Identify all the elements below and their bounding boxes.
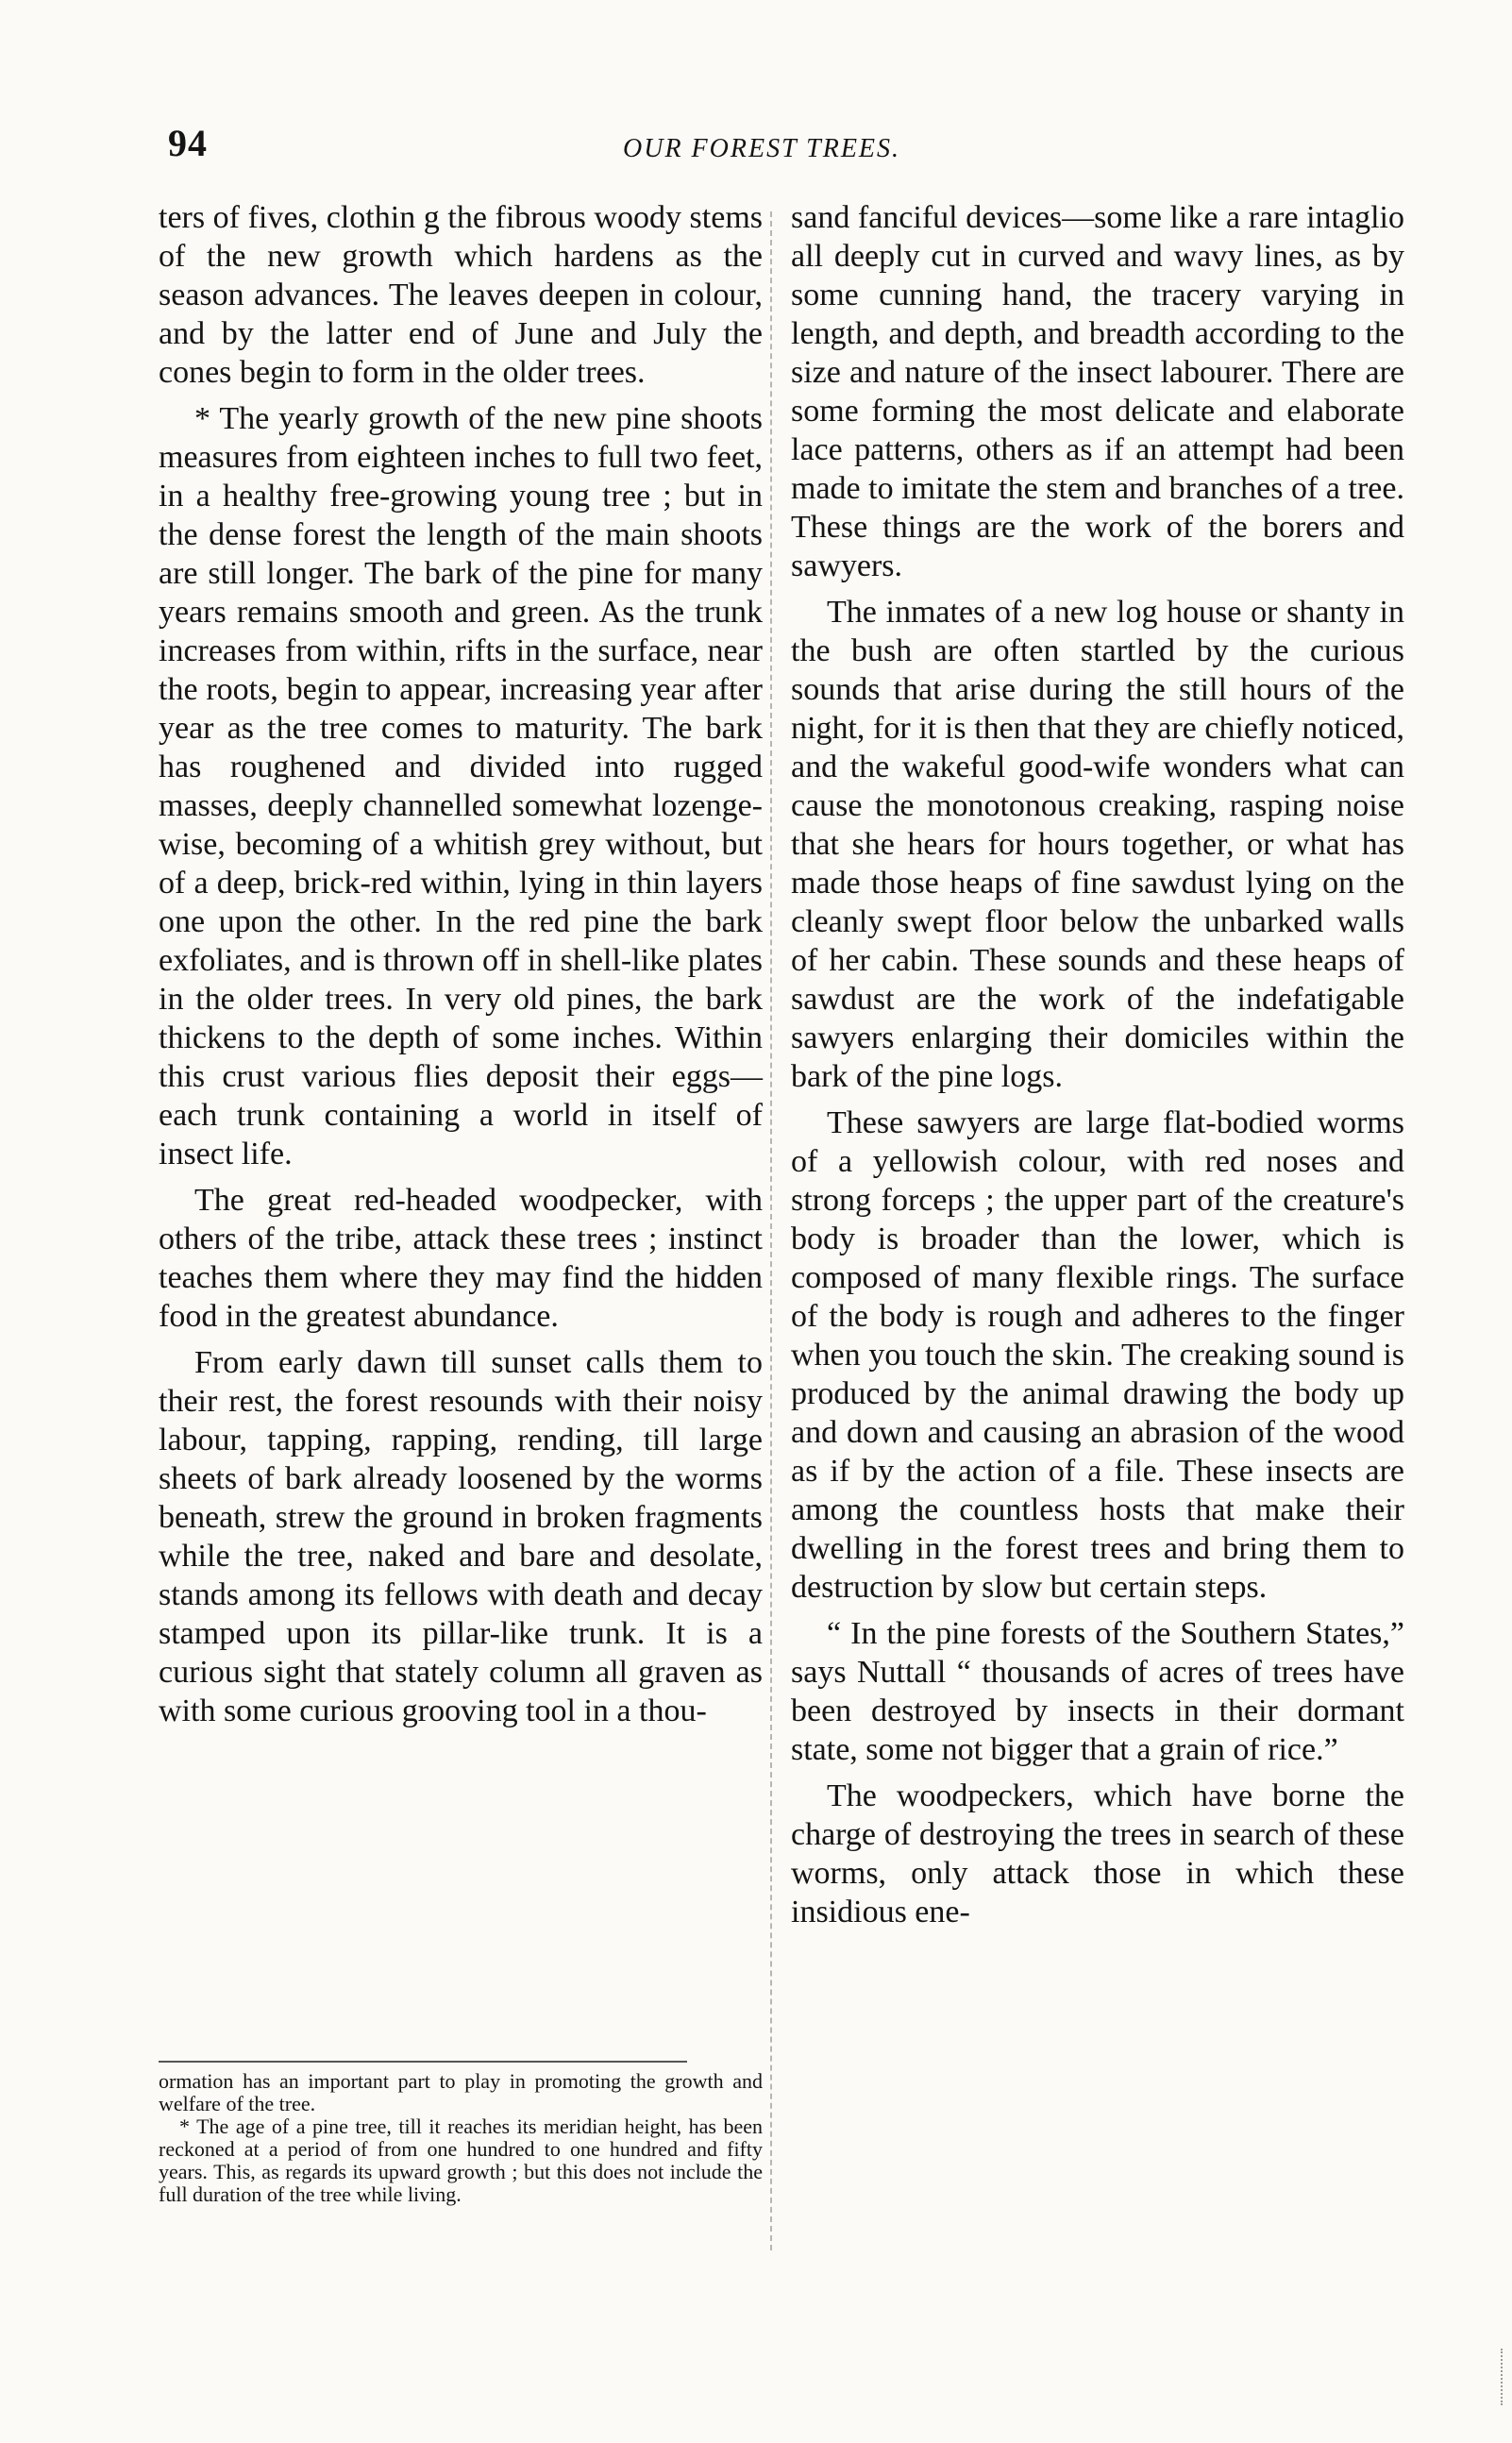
footnote-rule	[159, 2061, 687, 2063]
paragraph: ters of fives, clothin g the fibrous woody stems of the new growth which hardens as the season advances. The leaves deepen in colour, and by the latter end of June and July the cones begin to form in the older trees.	[159, 200, 763, 390]
left-column	[159, 198, 763, 1738]
paragraph: From early dawn till sunset calls them to their rest, the forest resounds with their noisy labour, tapping, rapping, rending, till large sheets of bark already loosened by the worms beneath, strew the ground in broken fragments while the tree, naked and bare and desolate, stands among its fellows with death and decay stamped upon its pillar-like trunk. It is a curious sight that stately column all graven as with some curious grooving tool in a thou-	[159, 1345, 763, 1728]
running-title: OUR FOREST TREES.	[623, 134, 901, 163]
paragraph: The woodpeckers, which have borne the charge of destroying the trees in search of these worms, only attack those in which these insidious ene-	[791, 1778, 1404, 1929]
page-number: 94	[168, 122, 208, 164]
paragraph: * The yearly growth of the new pine shoots measures from eighteen inches to full two feet, in a healthy free-growing young tree ; but in the dense forest the length of the main shoots are still longer. The bark of the pine for many years remains smooth and green. As the trunk increases from within, rifts in the surface, near the roots, begin to appear, increasing year after year as the tree comes to maturity. The bark has roughened and divided into rugged masses, deeply channelled somewhat lozenge-wise, becoming of a whitish grey without, but of a deep, brick-red within, lying in thin layers one upon the other. In the red pine the bark exfoliates, and is thrown off in shell-like plates in the older trees. In very old pines, the bark thickens to the depth of some inches. Within this crust various flies deposit their eggs—each trunk containing a world in itself of insect life.	[159, 401, 763, 1171]
footnote: ormation has an important part to play in promoting the growth and welfare of the tree.	[159, 2069, 763, 2115]
footnotes	[159, 2070, 763, 2206]
column-divider	[770, 211, 772, 2250]
right-column	[791, 198, 1404, 1939]
paragraph: “ In the pine forests of the Southern States,” says Nuttall “ thousands of acres of trees have been destroyed by insects in their dormant state, some not bigger that a grain of rice.”	[791, 1616, 1404, 1767]
footnote: * The age of a pine tree, till it reaches its meridian height, has been reckoned at a period of from one hundred to one hundred and fifty years. This, as regards its upward growth ; but this does not include the full duration of the tree while living.	[159, 2114, 763, 2206]
paragraph: The great red-headed woodpecker, with others of the tribe, attack these trees ; instinct teaches them where they may find the hidden food in the greatest abundance.	[159, 1183, 763, 1334]
scan-artifact	[1495, 2349, 1503, 2405]
paragraph: sand fanciful devices—some like a rare intaglio all deeply cut in curved and wavy lines, as by some cunning hand, the tracery varying in length, and depth, and breadth according to the size and nature of the insect labourer. There are some forming the most delicate and elaborate lace patterns, others as if an attempt had been made to imitate the stem and branches of a tree. These things are the work of the borers and sawyers.	[791, 200, 1404, 583]
paragraph: The inmates of a new log house or shanty in the bush are often startled by the curious sounds that arise during the still hours of the night, for it is then that they are chiefly noticed, and the wakeful good-wife wonders what can cause the monotonous creaking, rasping noise that she hears for hours together, or what has made those heaps of fine sawdust lying on the cleanly swept floor below the unbarked walls of her cabin. These sounds and these heaps of sawdust are the work of the indefatigable sawyers enlarging their domiciles within the bark of the pine logs.	[791, 595, 1404, 1094]
paragraph: These sawyers are large flat-bodied worms of a yellowish colour, with red noses and strong forceps ; the upper part of the creature's body is broader than the lower, which is composed of many flexible rings. The surface of the body is rough and adheres to the finger when you touch the skin. The creaking sound is produced by the animal drawing the body up and down and causing an abrasion of the wood as if by the action of a file. These insects are among the countless hosts that make their dwelling in the forest trees and bring them to destruction by slow but certain steps.	[791, 1105, 1404, 1605]
